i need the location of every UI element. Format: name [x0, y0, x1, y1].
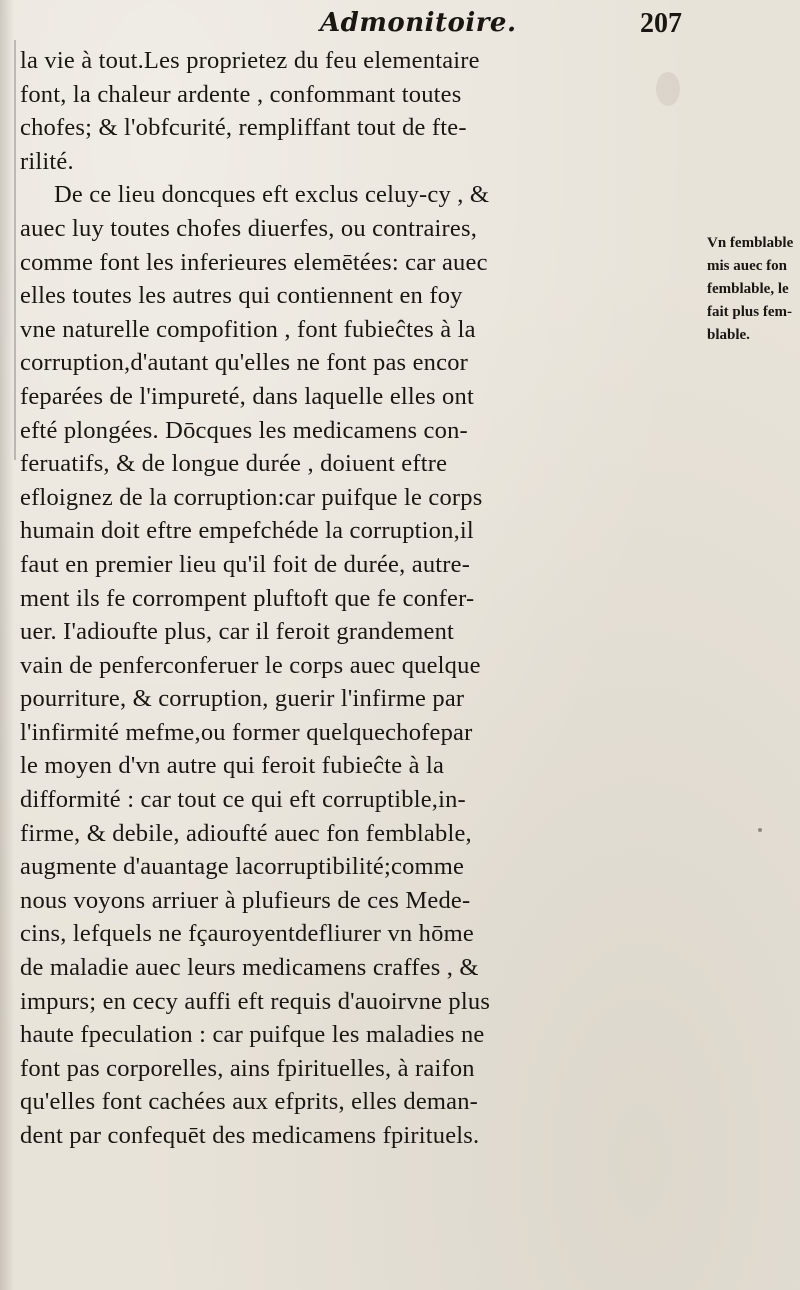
- text-line: vain de penferconferuer le corps auec quelque: [20, 651, 481, 679]
- text-line: rilité.: [20, 147, 74, 175]
- text-line: font, la chaleur ardente , confommant toutes: [20, 80, 462, 108]
- text-line: chofes; & l'obfcurité, rempliffant tout de fte-: [20, 114, 467, 142]
- text-line: feparées de l'impureté, dans laquelle elles ont: [20, 382, 474, 410]
- text-line: impurs; en cecy auffi eft requis d'auoirvne plus: [20, 987, 491, 1015]
- text-line: dent par confequēt des medicamens fpirituels.: [20, 1122, 480, 1149]
- marginal-note-line: blable.: [707, 327, 750, 343]
- paragraph-start-line: De ce lieu doncques eft exclus celuy-cy , &: [54, 181, 490, 209]
- margin-rule: [14, 40, 16, 460]
- text-line: firme, & debile, adioufté auec fon femblable,: [20, 819, 472, 847]
- ink-speck: [758, 828, 762, 832]
- marginal-note-line: femblable, le: [707, 281, 789, 297]
- page-number: 207: [640, 8, 682, 39]
- text-line: feruatifs, & de longue durée , doiuent eftre: [20, 450, 448, 478]
- marginal-note-line: mis auec fon: [707, 258, 787, 274]
- text-line: humain doit eftre empefchéde la corruption,il: [20, 517, 474, 545]
- text-line: ment ils fe corrompent pluftoft que fe confer-: [20, 584, 475, 612]
- text-line: haute fpeculation : car puifque les maladies ne: [20, 1021, 485, 1049]
- text-line: elles toutes les autres qui contiennent en foy: [20, 282, 463, 310]
- text-line: de maladie auec leurs medicamens craffes , &: [20, 954, 479, 982]
- text-line: pourriture, & corruption, guerir l'infirme par: [20, 685, 465, 713]
- text-line: uer. I'adioufte plus, car il feroit grandement: [20, 618, 455, 646]
- text-line: difformité : car tout ce qui eft corruptible,in-: [20, 786, 466, 814]
- text-line: faut en premier lieu qu'il foit de durée, autre-: [20, 550, 471, 578]
- marginal-note: [707, 232, 795, 347]
- text-line: le moyen d'vn autre qui feroit fubieĉte à la: [20, 752, 445, 780]
- text-line: l'infirmité mefme,ou former quelquechofepar: [20, 718, 473, 746]
- running-title: Admonitoire.: [320, 8, 517, 38]
- text-line: la vie à tout.Les proprietez du feu elementaire: [20, 47, 480, 74]
- gutter-shadow: [0, 0, 14, 1290]
- text-line: auec luy toutes chofes diuerfes, ou contraires,: [20, 214, 478, 242]
- text-line: font pas corporelles, ains fpirituelles, à raifon: [20, 1054, 475, 1082]
- text-line: augmente d'auantage lacorruptibilité;comme: [20, 853, 465, 881]
- text-line: efté plongées. Dōcques les medicamens con-: [20, 416, 468, 444]
- text-line: qu'elles font cachées aux efprits, elles deman-: [20, 1088, 479, 1116]
- marginal-note-line: fait plus fem-: [707, 304, 792, 320]
- text-line: vne naturelle compofition , font fubieĉtes à la: [20, 315, 476, 343]
- body-text: [20, 44, 730, 1153]
- page-header: [0, 6, 800, 46]
- text-line: comme font les inferieures elemētées: car auec: [20, 248, 488, 276]
- text-line: cins, lefquels ne fçauroyentdefliurer vn hōme: [20, 920, 474, 948]
- text-line: corruption,d'autant qu'elles ne font pas encor: [20, 349, 468, 377]
- text-line: efloignez de la corruption:car puifque le corps: [20, 483, 483, 511]
- text-line: nous voyons arriuer à plufieurs de ces Mede-: [20, 886, 471, 914]
- marginal-note-line: Vn femblable: [707, 235, 794, 251]
